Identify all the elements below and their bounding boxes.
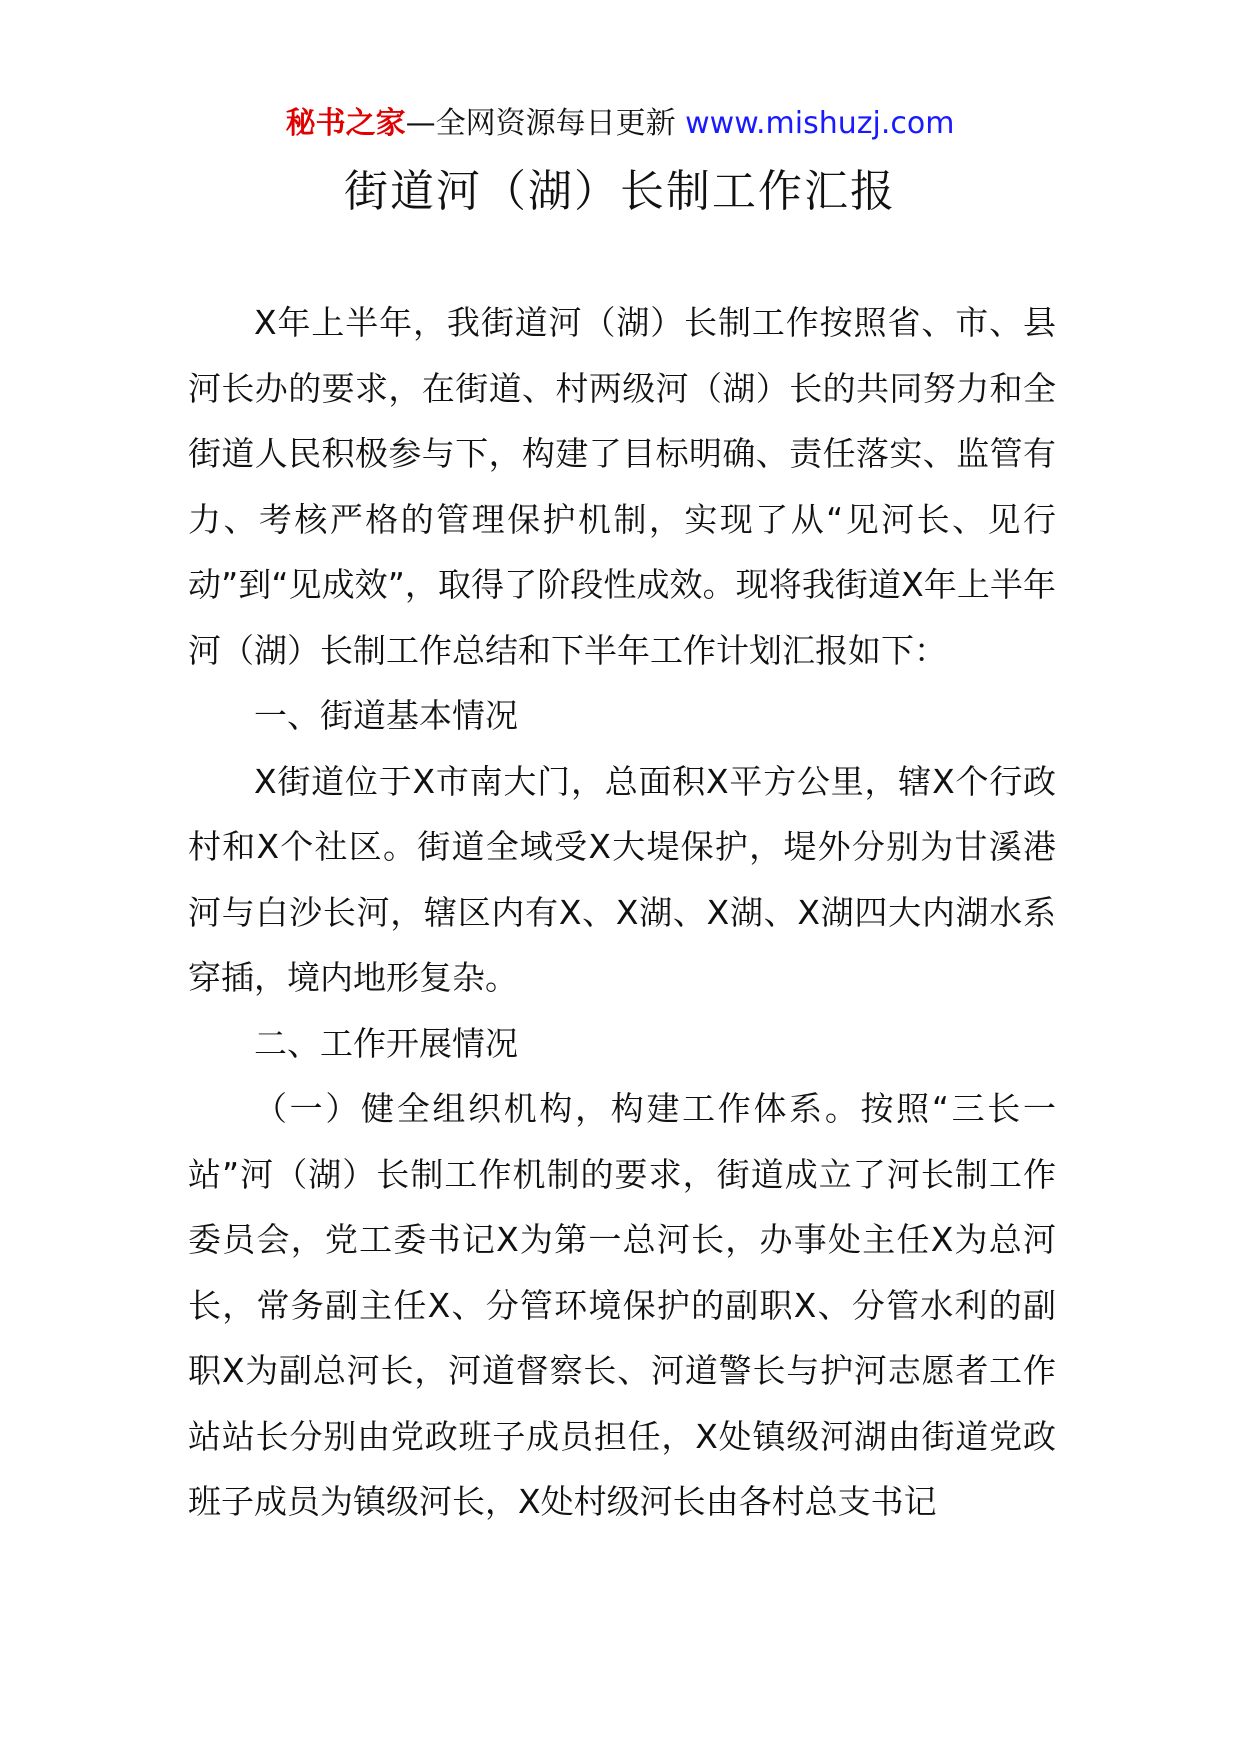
section2-heading: 二、工作开展情况 — [254, 1023, 518, 1063]
watermark-tagline: —全网资源每日更新 — [405, 106, 676, 141]
watermark-header — [0, 104, 1240, 144]
document-body — [188, 290, 1056, 1535]
section1-paragraph: X街道位于X市南大门，总面积X平方公里，辖X个行政村和X个社区。街道全域受X大堤保护，堤外分别为甘溪港河与白沙长河，辖区内有X、X湖、X湖、X湖四大内湖水系穿插，境内地形复杂。 — [188, 761, 1056, 997]
watermark-brand: 秘书之家 — [285, 106, 406, 141]
section2-paragraph: （一）健全组织机构，构建工作体系。按照“三长一站”河（湖）长制工作机制的要求，街道成立了河长制工作委员会，党工委书记X为第一总河长，办事处主任X为总河长，常务副主任X、分管环境保护的副职X、分管水利的副职X为副总河长，河道督察长、河道警长与护河志愿者工作站站长分别由党政班子成员担任，X处镇级河湖由街道党政班子成员为镇级河长，X处村级河长由各村总支书记 — [188, 1089, 1056, 1521]
watermark-url[interactable]: www.mishuzj.com — [685, 106, 955, 141]
document-title: 街道河（湖）长制工作汇报 — [344, 166, 896, 217]
section1-heading: 一、街道基本情况 — [254, 696, 518, 735]
intro-paragraph: X年上半年，我街道河（湖）长制工作按照省、市、县河长办的要求，在街道、村两级河（湖）长的共同努力和全街道人民积极参与下，构建了目标明确、责任落实、监管有力、考核严格的管理保护机制，实现了从“见河长、见行动”到“见成效”，取得了阶段性成效。现将我街道X年上半年河（湖）长制工作总结和下半年工作计划汇报如下： — [188, 303, 1056, 670]
